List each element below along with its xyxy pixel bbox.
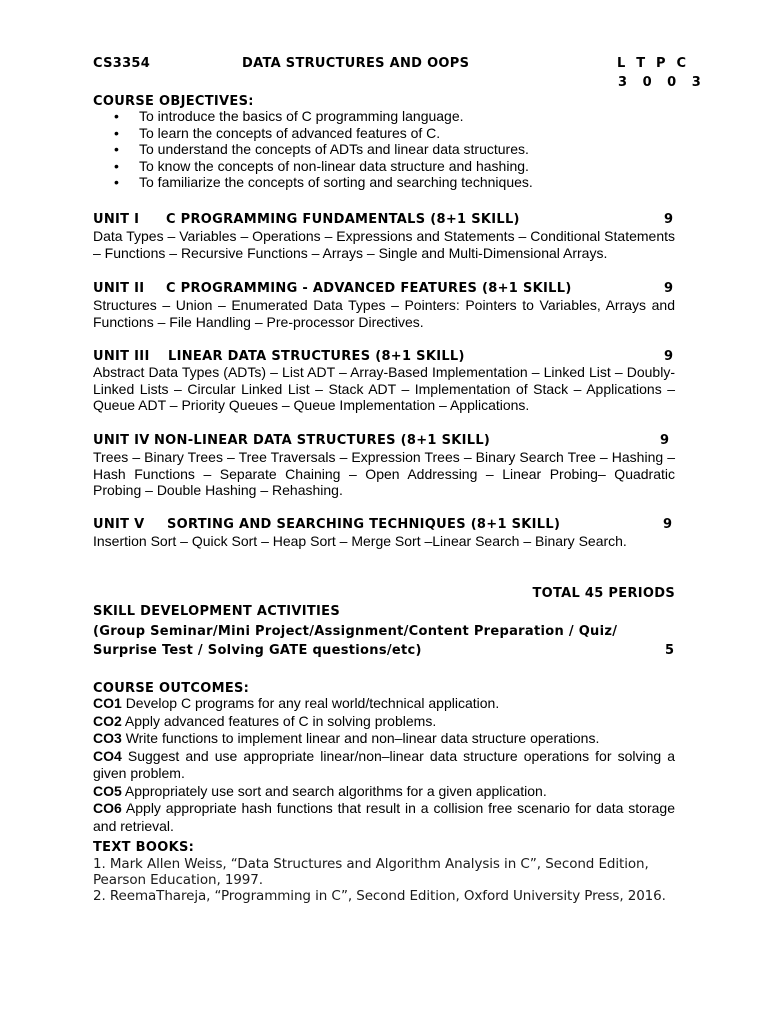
ltpc-label: L T P C <box>617 56 690 71</box>
list-item: 1. Mark Allen Weiss, “Data Structures and Algorithm Analysis in C”, Second Edition, Pearson Education, 1997. <box>93 856 649 888</box>
list-item: CO4 Suggest and use appropriate linear/non–linear data structure operations for solving a given problem. <box>93 747 675 781</box>
unit-5-heading: UNIT V SORTING AND SEARCHING TECHNIQUES (8+1 SKILL) 9 <box>93 517 673 532</box>
bullet-icon: • <box>114 174 119 190</box>
unit-2-content: Structures – Union – Enumerated Data Types – Pointers: Pointers to Variables, Arrays and Functions – File Handling – Pre-processor Directives. <box>93 297 675 330</box>
outcomes-list <box>93 695 675 835</box>
unit-1-content: Data Types – Variables – Operations – Expressions and Statements – Conditional Statements – Functions – Recursive Functions – Arrays – Single and Multi-Dimensional Arrays. <box>93 228 675 261</box>
list-item: • To learn the concepts of advanced features of C. <box>114 124 441 141</box>
bullet-icon: • <box>114 157 119 174</box>
unit-3-heading: UNIT III LINEAR DATA STRUCTURES (8+1 SKILL) 9 <box>93 349 674 364</box>
skill-line-1: (Group Seminar/Mini Project/Assignment/Content Preparation / Quiz/ <box>93 624 618 639</box>
list-item: • To familiarize the concepts of sorting and searching techniques. <box>114 174 533 190</box>
list-item: CO2 Apply advanced features of C in solving problems. <box>93 712 437 729</box>
skill-line-2: Surprise Test / Solving GATE questions/etc) <box>93 643 422 658</box>
objectives-heading: COURSE OBJECTIVES: <box>93 94 254 109</box>
textbooks-list <box>93 856 675 904</box>
bullet-icon: • <box>114 108 119 124</box>
list-item: • To introduce the basics of C programming language. <box>114 108 464 124</box>
skill-heading: SKILL DEVELOPMENT ACTIVITIES <box>93 604 341 619</box>
list-item: CO1 Develop C programs for any real world/technical application. <box>93 695 500 711</box>
objectives-list <box>93 108 675 191</box>
list-item: • To understand the concepts of ADTs and linear data structures. <box>114 141 529 157</box>
unit-3-content: Abstract Data Types (ADTs) – List ADT – Array-Based Implementation – Linked List – Doubly-Linked Lists – Circular Linked List – Stack ADT – Implementation of Stack – Applications – Queue ADT – Priority Queues – Queue Implementation – Applications. <box>93 364 675 413</box>
textbooks-heading: TEXT BOOKS: <box>93 840 195 855</box>
list-item: CO3 Write functions to implement linear and non–linear data structure operations. <box>93 730 600 746</box>
unit-4-content: Trees – Binary Trees – Tree Traversals – Expression Trees – Binary Search Tree – Hashing – Hash Functions – Separate Chaining – Open Addressing – Linear Probing– Quadratic Probing – Double Hashing – Rehashing. <box>93 449 675 498</box>
bullet-icon: • <box>114 141 119 157</box>
total-periods: TOTAL 45 PERIODS <box>532 586 675 601</box>
list-item: CO6 Apply appropriate hash functions that result in a collision free scenario for data storage and retrieval. <box>93 800 675 834</box>
unit-2-heading: UNIT II C PROGRAMMING - ADVANCED FEATURES (8+1 SKILL) 9 <box>93 281 674 296</box>
list-item: 2. ReemaThareja, “Programming in C”, Second Edition, Oxford University Press, 2016. <box>93 888 666 904</box>
list-item: • To know the concepts of non-linear data structure and hashing. <box>114 157 529 174</box>
skill-periods: 5 <box>665 643 675 658</box>
ltpc-values: 3 0 0 3 <box>618 75 707 90</box>
course-code: CS3354 <box>93 56 151 71</box>
list-item: CO5 Appropriately use sort and search algorithms for a given application. <box>93 782 547 799</box>
course-title: DATA STRUCTURES AND OOPS <box>242 56 470 71</box>
unit-1-heading: UNIT I C PROGRAMMING FUNDAMENTALS (8+1 SKILL) 9 <box>93 212 674 227</box>
outcomes-heading: COURSE OUTCOMES: <box>93 681 250 696</box>
unit-5-content: Insertion Sort – Quick Sort – Heap Sort – Merge Sort –Linear Search – Binary Search. <box>93 533 627 549</box>
bullet-icon: • <box>114 124 119 141</box>
unit-4-heading: UNIT IV NON-LINEAR DATA STRUCTURES (8+1 SKILL) 9 <box>93 433 670 448</box>
